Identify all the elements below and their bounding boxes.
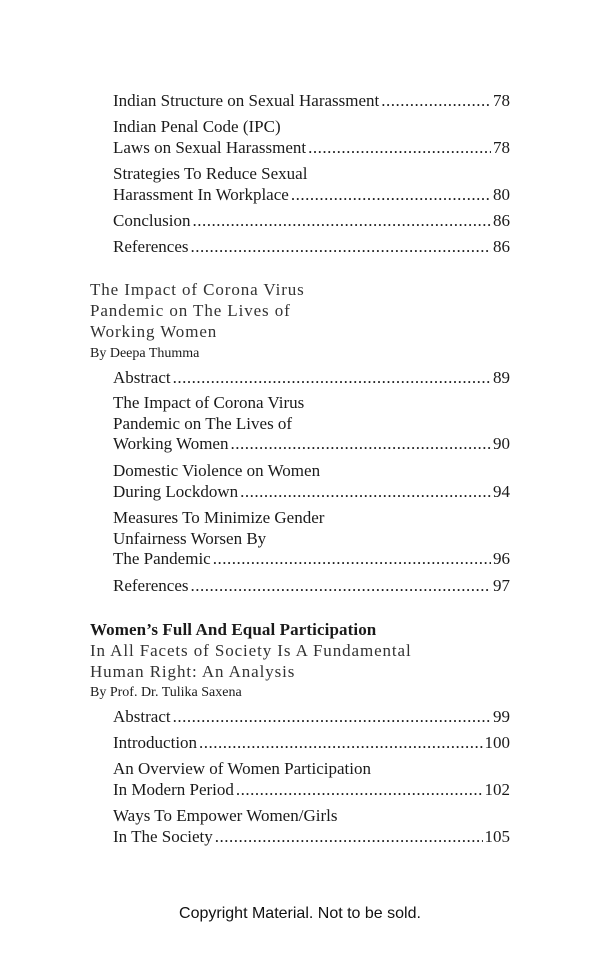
dot-leader [191, 237, 491, 258]
dot-leader [308, 138, 491, 159]
page-number: 78 [493, 137, 510, 157]
entry-title-line: An Overview of Women Participation [113, 759, 371, 778]
toc-entry[interactable] [113, 164, 510, 205]
page-number: 97 [493, 576, 510, 595]
toc-entry[interactable] [113, 237, 510, 258]
entry-title-line: Indian Penal Code (IPC) [113, 117, 281, 136]
page-number: 86 [493, 211, 510, 230]
entry-title-line: In The Society [113, 826, 213, 846]
entry-title-line: During Lockdown [113, 481, 239, 501]
page-number: 89 [493, 368, 510, 387]
entry-title-line: Unfairness Worsen By [113, 528, 267, 548]
chapter-author: By Deepa Thumma [90, 346, 200, 361]
chapter-title-line: Pandemic on The Lives of [90, 301, 291, 320]
chapter-title-bold: Women’s Full And Equal Participation [90, 620, 377, 639]
dot-leader [191, 576, 491, 597]
entry-title-line: Introduction [113, 733, 198, 752]
toc-entry[interactable] [113, 733, 510, 754]
toc-entry[interactable] [113, 368, 510, 389]
entry-title-line: Pandemic on The Lives of [113, 413, 293, 433]
toc-entry[interactable] [113, 806, 510, 847]
entry-title-line: Indian Structure on Sexual Harassment [113, 91, 380, 110]
page-number: 96 [493, 549, 510, 568]
copyright-notice: Copyright Material. Not to be sold. [179, 905, 421, 922]
page-number: 99 [493, 707, 510, 726]
dot-leader [236, 780, 483, 801]
chapter-title-line: The Impact of Corona Virus [90, 280, 305, 299]
entry-title-line: Abstract [113, 707, 171, 726]
dot-leader [173, 368, 491, 389]
toc-entry[interactable] [113, 393, 510, 455]
dot-leader [381, 91, 491, 112]
entry-title-line: Strategies To Reduce Sexual [113, 164, 308, 183]
entry-title-line: Working Women [113, 434, 229, 453]
toc-entry[interactable] [113, 576, 510, 597]
toc-entry[interactable] [113, 211, 510, 232]
dot-leader [213, 549, 491, 570]
entry-title-line: Conclusion [113, 211, 191, 230]
page-number: 78 [493, 91, 510, 110]
entry-title-line: Abstract [113, 368, 171, 387]
entry-title-line: Laws on Sexual Harassment [113, 137, 307, 157]
entry-title-line: Measures To Minimize Gender [113, 508, 325, 527]
entry-title-line: Domestic Violence on Women [113, 461, 321, 480]
dot-leader [199, 733, 482, 754]
chapter-title-line: Working Women [90, 322, 218, 341]
page-number: 90 [493, 434, 510, 453]
page-number: 80 [493, 184, 510, 204]
dot-leader [173, 707, 491, 728]
chapter-author: By Prof. Dr. Tulika Saxena [90, 685, 242, 700]
dot-leader [215, 827, 483, 848]
entry-title-line: The Impact of Corona Virus [113, 393, 305, 412]
page-number: 105 [484, 826, 510, 846]
toc-entry[interactable] [113, 117, 510, 158]
chapter-title[interactable] [90, 619, 412, 682]
page-number: 86 [493, 237, 510, 256]
toc-entry[interactable] [113, 759, 510, 800]
chapter-title[interactable] [90, 279, 305, 342]
entry-title-line: The Pandemic [113, 549, 211, 568]
entry-title-line: Ways To Empower Women/Girls [113, 806, 338, 825]
dot-leader [240, 482, 491, 503]
chapter-title-line: Human Right: An Analysis [90, 662, 296, 681]
toc-entry[interactable] [113, 707, 510, 728]
chapter-title-line: In All Facets of Society Is A Fundamental [90, 641, 412, 660]
toc-entry[interactable] [113, 91, 510, 112]
entry-title-line: References [113, 237, 189, 256]
toc-entry[interactable] [113, 508, 510, 570]
entry-title-line: In Modern Period [113, 779, 234, 799]
toc-entry[interactable] [113, 461, 510, 502]
page-number: 94 [493, 481, 510, 501]
dot-leader [291, 185, 491, 206]
page-number: 100 [484, 733, 510, 752]
entry-title-line: Harassment In Workplace [113, 184, 289, 204]
entry-title-line: References [113, 576, 189, 595]
page-number: 102 [484, 779, 510, 799]
dot-leader [192, 211, 491, 232]
dot-leader [230, 434, 491, 455]
